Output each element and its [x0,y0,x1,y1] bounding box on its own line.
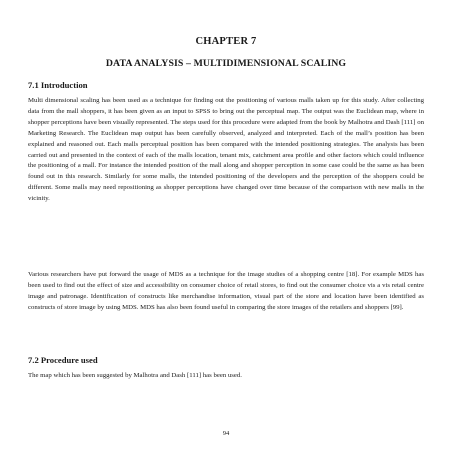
page-number: 94 [222,430,230,437]
paragraph-procedure-1: The map which has been suggested by Malhotra and Dash [111] has been used. [28,372,242,379]
paragraph-introduction-2: Various researchers have put forward the usage of MDS as a technique for the image studies of a shopping centre [18]. For example MDS has been used to find out the effect of size and accessibility on consumer choice of retail stores, to find out the consumer choice vis a vis retail centre image and patronage. Identification of constructs like merchandise information, visual part of the store and location have been identified as constructs of store image by using MDS. MDS has also been found useful in comparing the store images of the retailers and shoppers [99]. [28,271,424,311]
chapter-label: CHAPTER 7 [195,36,257,47]
chapter-title: DATA ANALYSIS – MULTIDIMENSIONAL SCALING [105,58,347,69]
section-heading-procedure: 7.2 Procedure used [28,355,98,365]
paragraph-introduction-1: Multi dimensional scaling has been used as a technique for finding out the positioning of various malls taken up for this study. After collecting data from the mall shoppers, it has been given as an input to SPSS to bring out the perceptual map. The output was the Euclidean map, where in shopper perceptions have been visually represented. The steps used for this procedure were adapted from the book by Malhotra and Dash [111] on Marketing Research. The Euclidean map output has been carefully observed, analyzed and interpreted. Each of the mall’s position has been explained and reasoned out. Each malls perceptual position has been compared with the intended positioning strategies. The analysis has been carried out and presented in the context of each of the malls location, tenant mix, catchment area profile and other factors which could influence the positioning of a mall. For instance the intended position of the mall along and shopper perception in some case could be the same as has been found out in this research. Similarly for some malls, the intended positioning of the developers and the perception of the shoppers could be different. Some malls may need repositioning as shopper perceptions have changed over time because of the comparison with new malls in the vicinity. [28,97,424,203]
section-heading-introduction: 7.1 Introduction [28,80,88,90]
